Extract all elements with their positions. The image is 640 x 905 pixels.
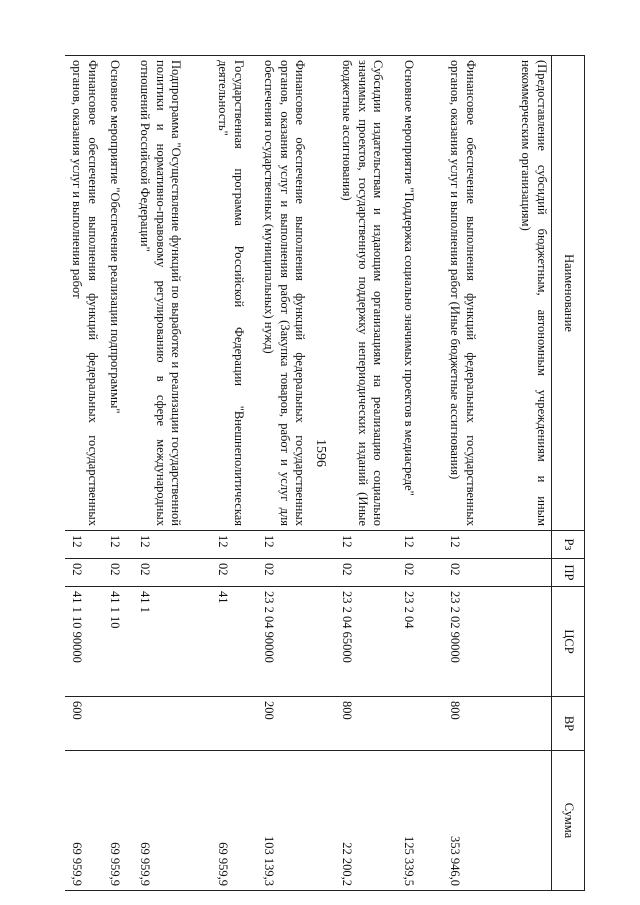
header-rz: Рз — [552, 531, 585, 559]
header-sum: Сумма — [552, 751, 585, 891]
row-sum: 69 959,9 — [66, 751, 104, 891]
row-rz: 12 — [104, 531, 134, 559]
header-csr: ЦСР — [552, 587, 585, 697]
row-csr: 41 1 — [134, 587, 212, 697]
table-row — [104, 56, 134, 891]
table-row — [444, 56, 506, 891]
row-vr — [398, 697, 444, 751]
page-number: 1596 — [313, 439, 328, 467]
row-pr: 02 — [398, 559, 444, 587]
row-name: Государственная программа Российской Федерации "Внешнеполитическая деятельность" — [212, 56, 258, 531]
row-sum: 353 946,0 — [444, 751, 506, 891]
header-vr: ВР — [552, 697, 585, 751]
rotated-table-wrapper — [70, 55, 585, 890]
row-vr: 800 — [444, 697, 506, 751]
header-pr: ПР — [552, 559, 585, 587]
row-name: Подпрограмма "Осуществление функций по выработке и реализации государственной политики и нормативно-правовому регулированию в сфере международных отношений Российской Федерации" — [134, 56, 212, 531]
row-vr: 800 — [336, 697, 398, 751]
table-row — [66, 56, 104, 891]
row-name: Финансовое обеспечение выполнения функций федеральных государственных органов, оказания услуг и выполнения работ (Иные бюджетные ассигнования) — [444, 56, 506, 531]
header-name: Наименование — [552, 56, 585, 531]
row-sum: 125 339,5 — [398, 751, 444, 891]
row-csr: 41 — [212, 587, 258, 697]
table-row — [398, 56, 444, 891]
row-sum — [506, 751, 552, 891]
row-sum: 69 959,9 — [104, 751, 134, 891]
row-csr: 23 2 04 90000 — [258, 587, 336, 697]
row-rz — [506, 531, 552, 559]
row-name: (Предоставление субсидий бюджетным, автономным учреждениям и иным некоммерческим организациям) — [506, 56, 552, 531]
row-name: Финансовое обеспечение выполнения функций федеральных государственных органов, оказания услуг и выполнения работ (Закупка товаров, работ и услуг для обеспечения государственных (муниципальных) нужд) — [258, 56, 336, 531]
table-row — [506, 56, 552, 891]
row-sum: 69 959,9 — [212, 751, 258, 891]
budget-table — [66, 55, 586, 891]
row-csr — [506, 587, 552, 697]
row-rz: 12 — [258, 531, 336, 559]
row-pr — [506, 559, 552, 587]
row-sum: 69 959,9 — [134, 751, 212, 891]
row-rz: 12 — [398, 531, 444, 559]
row-vr — [212, 697, 258, 751]
row-vr — [506, 697, 552, 751]
row-pr: 02 — [444, 559, 506, 587]
table-row — [258, 56, 336, 891]
row-pr: 02 — [134, 559, 212, 587]
table-header-row — [552, 56, 585, 891]
row-vr: 600 — [66, 697, 104, 751]
row-sum: 103 139,3 — [258, 751, 336, 891]
row-rz: 12 — [444, 531, 506, 559]
table-row — [134, 56, 212, 891]
document-sheet — [70, 55, 585, 890]
row-pr: 02 — [104, 559, 134, 587]
row-vr — [134, 697, 212, 751]
row-csr: 41 1 10 90000 — [66, 587, 104, 697]
row-name: Основное мероприятие "Поддержка социально значимых проектов в медиасреде" — [398, 56, 444, 531]
row-rz: 12 — [336, 531, 398, 559]
row-pr: 02 — [258, 559, 336, 587]
row-pr: 02 — [336, 559, 398, 587]
row-rz: 12 — [134, 531, 212, 559]
table-row — [212, 56, 258, 891]
row-vr: 200 — [258, 697, 336, 751]
row-pr: 02 — [212, 559, 258, 587]
row-vr — [104, 697, 134, 751]
row-csr: 23 2 02 90000 — [444, 587, 506, 697]
row-rz: 12 — [212, 531, 258, 559]
row-pr: 02 — [66, 559, 104, 587]
row-csr: 23 2 04 — [398, 587, 444, 697]
row-sum: 22 200,2 — [336, 751, 398, 891]
row-name: Основное мероприятие "Обеспечение реализации подпрограммы" — [104, 56, 134, 531]
row-rz: 12 — [66, 531, 104, 559]
row-name: Финансовое обеспечение выполнения функций федеральных государственных органов, оказания услуг и выполнения работ — [66, 56, 104, 531]
table-row — [336, 56, 398, 891]
row-csr: 23 2 04 65000 — [336, 587, 398, 697]
row-name: Субсидии издательствам и издающим организациям на реализацию социально значимых проектов, государственную поддержку непериодических изданий (Иные бюджетные ассигнования) — [336, 56, 398, 531]
row-csr: 41 1 10 — [104, 587, 134, 697]
